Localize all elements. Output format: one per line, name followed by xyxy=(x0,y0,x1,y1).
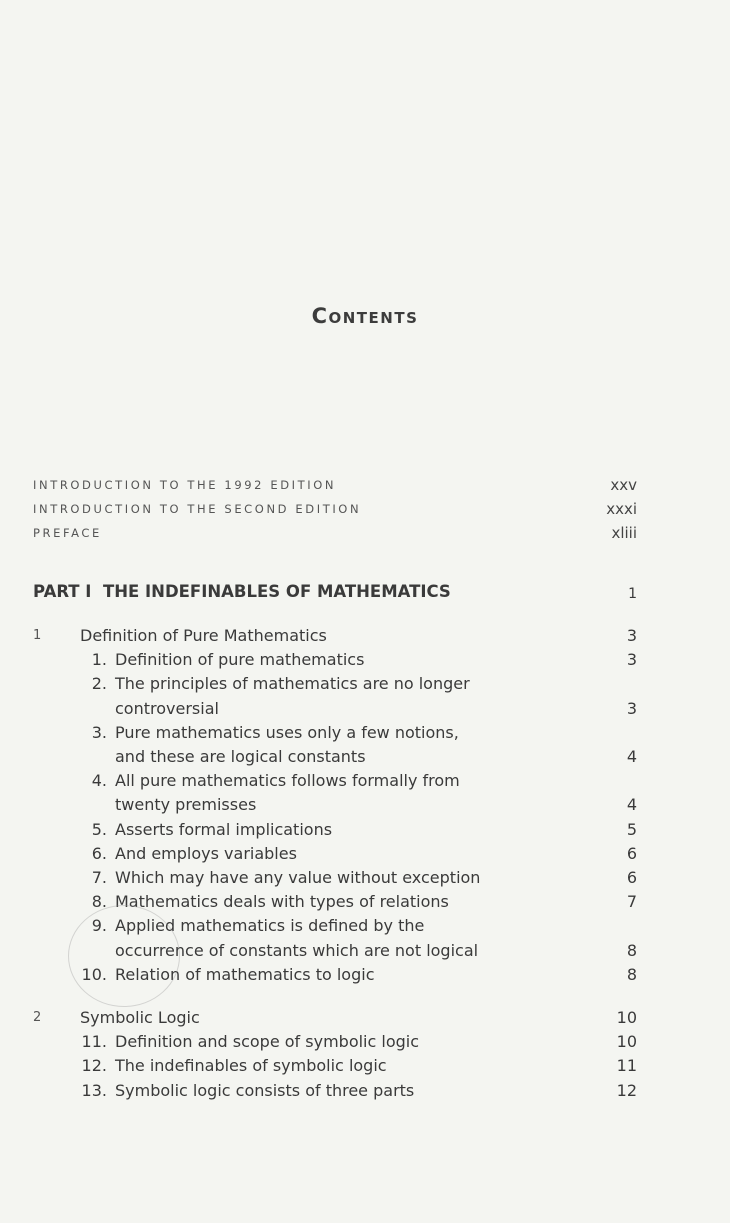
section-title xyxy=(115,1030,597,1054)
section-row[interactable] xyxy=(33,890,637,914)
section-number: 5. xyxy=(91,819,107,839)
toc-entry[interactable] xyxy=(33,500,637,524)
section-title-line: Definition and scope of symbolic logic xyxy=(115,1032,420,1052)
section-title-line: The indefinables of symbolic logic xyxy=(115,1056,387,1076)
section-row[interactable] xyxy=(33,842,637,866)
chapter-page: 3 xyxy=(626,626,637,645)
section-title xyxy=(115,1054,597,1078)
section-row[interactable] xyxy=(33,963,637,987)
chapter-row[interactable] xyxy=(33,1006,637,1030)
chapter-number: 1 xyxy=(33,628,42,643)
section-title xyxy=(115,866,597,890)
chapter-number: 2 xyxy=(33,1010,42,1025)
section-page: 6 xyxy=(626,843,637,863)
chapter-title: Symbolic Logic xyxy=(80,1008,200,1027)
toc-entry[interactable] xyxy=(33,524,637,548)
section-row[interactable] xyxy=(33,769,637,817)
section-page: 8 xyxy=(626,964,637,984)
section-title-line: Applied mathematics is defined by the xyxy=(115,916,425,936)
section-number: 13. xyxy=(81,1080,107,1100)
entry-label: INTRODUCTION TO THE 1992 EDITION xyxy=(33,478,337,492)
entry-label: INTRODUCTION TO THE SECOND EDITION xyxy=(33,502,362,516)
section-number: 2. xyxy=(91,674,107,694)
section-row[interactable] xyxy=(33,1054,637,1078)
entry-page: xxv xyxy=(610,476,637,494)
section-title-line: twenty premisses xyxy=(115,795,257,815)
section-title-line: Relation of mathematics to logic xyxy=(115,964,375,984)
section-page: 6 xyxy=(626,868,637,888)
section-title xyxy=(115,1079,597,1103)
section-title-line: Symbolic logic consists of three parts xyxy=(115,1080,415,1100)
section-title-line: All pure mathematics follows formally from xyxy=(115,771,460,791)
section-title xyxy=(115,914,597,962)
section-title-line: controversial xyxy=(115,698,219,718)
chapter-1 xyxy=(33,624,637,987)
section-page: 10 xyxy=(616,1032,637,1052)
section-page: 8 xyxy=(626,940,637,960)
section-number: 8. xyxy=(91,892,107,912)
section-number: 12. xyxy=(81,1056,107,1076)
section-title xyxy=(115,842,597,866)
entry-label: PREFACE xyxy=(33,526,102,540)
section-title xyxy=(115,818,597,842)
section-title-line: Pure mathematics uses only a few notions, xyxy=(115,722,459,742)
section-title-line: Asserts formal implications xyxy=(115,819,333,839)
section-page: 5 xyxy=(626,819,637,839)
section-title-line: And employs variables xyxy=(115,843,297,863)
part-heading[interactable] xyxy=(33,582,637,602)
section-page: 7 xyxy=(626,892,637,912)
section-page: 3 xyxy=(626,698,637,718)
entry-page: xliii xyxy=(611,524,637,542)
section-page: 11 xyxy=(616,1056,637,1076)
entry-page: xxxi xyxy=(606,500,637,518)
section-title xyxy=(115,672,597,720)
front-matter-list xyxy=(33,476,637,548)
section-page: 12 xyxy=(616,1080,637,1100)
section-title-line: Mathematics deals with types of relations xyxy=(115,892,449,912)
section-number: 10. xyxy=(81,964,107,984)
section-title xyxy=(115,648,597,672)
section-page: 3 xyxy=(626,650,637,670)
section-title xyxy=(115,769,597,817)
section-title-line: occurrence of constants which are not logical xyxy=(115,940,479,960)
section-title-line: Which may have any value without exception xyxy=(115,868,481,888)
section-number: 3. xyxy=(91,722,107,742)
page-title: Contents xyxy=(311,304,419,328)
chapter-2 xyxy=(33,1006,637,1103)
part-page: 1 xyxy=(628,586,637,602)
section-title-line: The principles of mathematics are no longer xyxy=(115,674,470,694)
section-number: 7. xyxy=(91,868,107,888)
section-number: 1. xyxy=(91,650,107,670)
section-row[interactable] xyxy=(33,672,637,720)
section-number: 9. xyxy=(91,916,107,936)
chapter-row[interactable] xyxy=(33,624,637,648)
section-title xyxy=(115,963,597,987)
section-number: 11. xyxy=(81,1032,107,1052)
section-row[interactable] xyxy=(33,914,637,962)
section-page: 4 xyxy=(626,795,637,815)
section-row[interactable] xyxy=(33,721,637,769)
section-row[interactable] xyxy=(33,1079,637,1103)
section-title xyxy=(115,721,597,769)
section-title-line: Definition of pure mathematics xyxy=(115,650,365,670)
section-title xyxy=(115,890,597,914)
section-row[interactable] xyxy=(33,1030,637,1054)
toc-entry[interactable] xyxy=(33,476,637,500)
chapter-title: Definition of Pure Mathematics xyxy=(80,626,327,645)
chapter-page: 10 xyxy=(616,1008,637,1027)
section-row[interactable] xyxy=(33,866,637,890)
section-row[interactable] xyxy=(33,648,637,672)
part-label: PART I THE INDEFINABLES OF MATHEMATICS xyxy=(33,582,451,601)
section-title-line: and these are logical constants xyxy=(115,747,366,767)
section-number: 4. xyxy=(91,771,107,791)
section-number: 6. xyxy=(91,843,107,863)
section-row[interactable] xyxy=(33,818,637,842)
section-page: 4 xyxy=(626,747,637,767)
